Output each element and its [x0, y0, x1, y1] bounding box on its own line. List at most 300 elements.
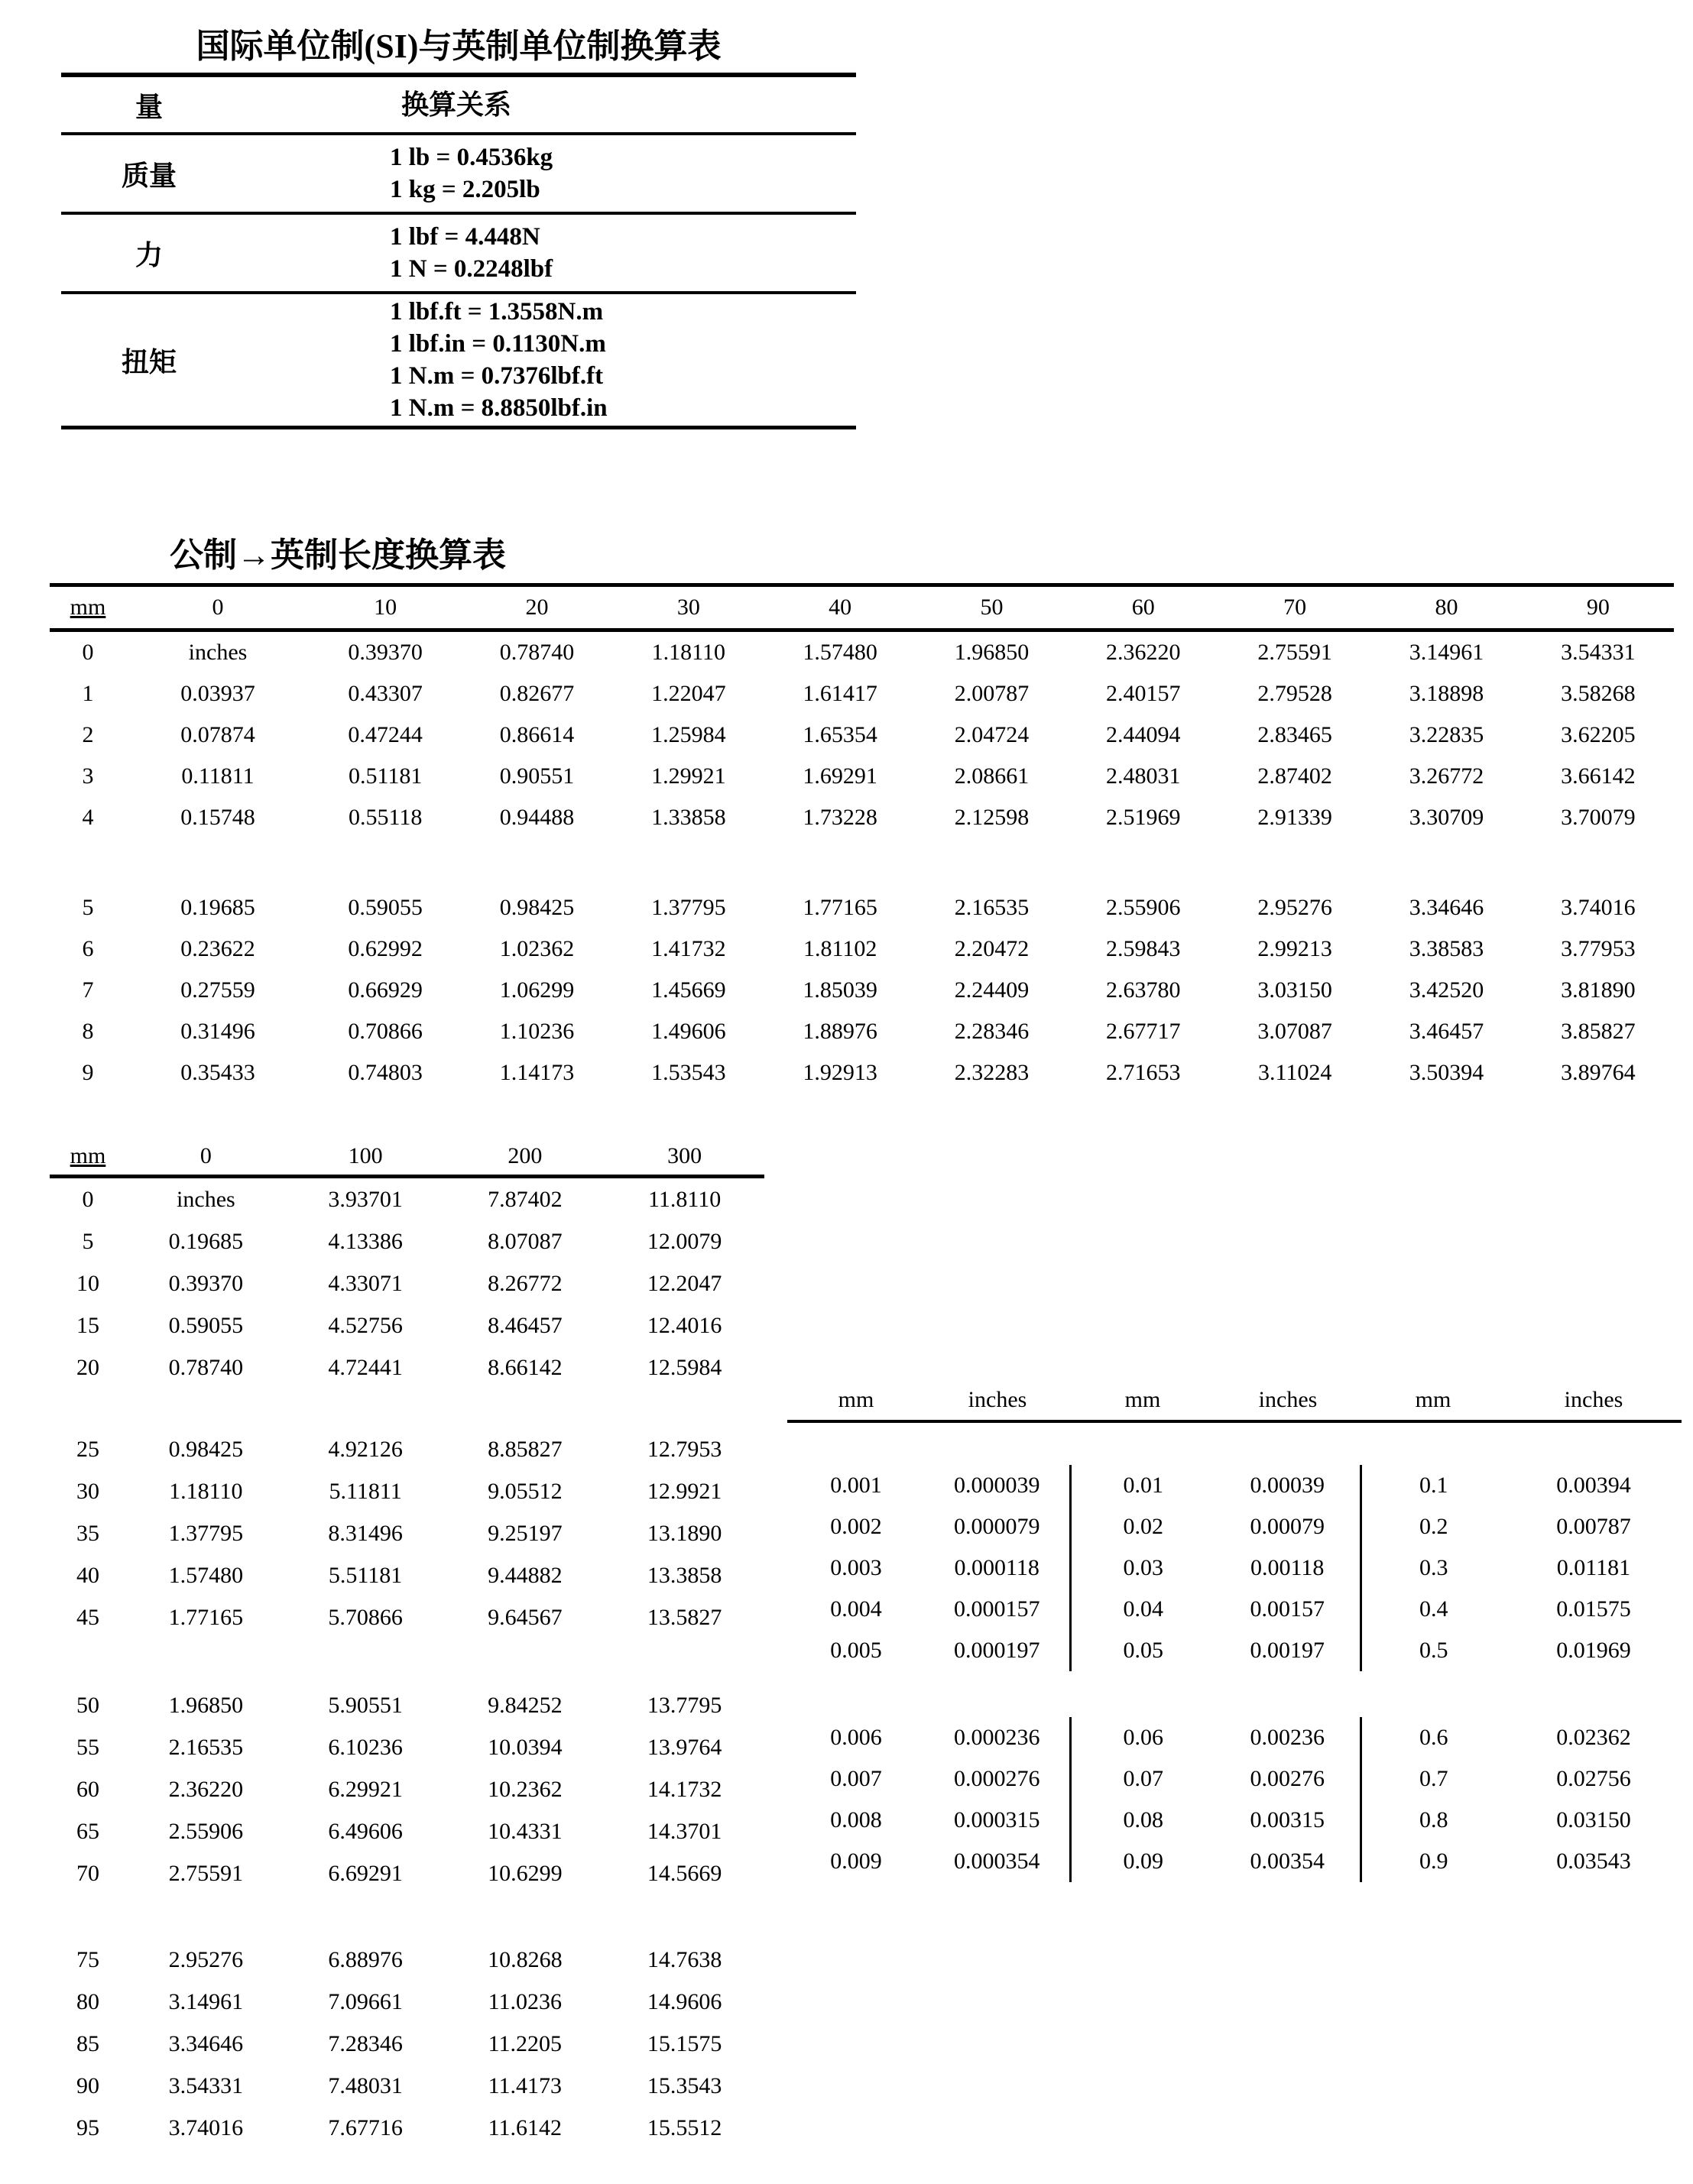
cell: 5 — [82, 1228, 94, 1254]
cell: 3.30709 — [1409, 805, 1484, 830]
cell: 0.39370 — [168, 1270, 244, 1296]
table-row — [50, 1346, 764, 1388]
cell: 3.77953 — [1561, 936, 1636, 961]
cell: 0.23622 — [180, 936, 255, 961]
cell: 2.55906 — [1106, 895, 1181, 920]
cell: 0 — [82, 640, 94, 665]
table-row — [50, 1428, 764, 1470]
cell: 11.8110 — [647, 1186, 722, 1212]
cell: 0.01 — [1123, 1473, 1163, 1498]
si-conversions-cell — [237, 294, 856, 426]
si-row-torque — [61, 294, 856, 426]
cell: 1.29921 — [651, 763, 726, 789]
cell: 6.29921 — [328, 1776, 403, 1802]
cell: 3.46457 — [1409, 1019, 1484, 1044]
cell: 0.1 — [1419, 1473, 1448, 1498]
si-row-force — [61, 215, 856, 294]
header-cell: 0 — [212, 595, 224, 620]
cell: 12.4016 — [647, 1312, 722, 1338]
cell: 4.13386 — [328, 1228, 403, 1254]
cell: 3.03150 — [1257, 977, 1332, 1003]
cell: 5.11811 — [329, 1478, 402, 1504]
cell: 1.81102 — [803, 936, 877, 961]
cell: 0.78740 — [168, 1354, 244, 1380]
header-cell: mm — [1415, 1387, 1451, 1412]
cell: 0.08 — [1123, 1807, 1163, 1832]
spacer-row — [50, 838, 1674, 887]
hundreds-conversion-table — [50, 1137, 764, 2149]
cell: 1.33858 — [651, 805, 726, 830]
cell: 9.25197 — [488, 1520, 563, 1546]
cell: 8 — [82, 1019, 94, 1044]
cell: 4.52756 — [328, 1312, 403, 1338]
cell: 2.00787 — [954, 681, 1030, 706]
cell: 0.05 — [1123, 1638, 1163, 1663]
cell: 0.009 — [830, 1849, 882, 1874]
cell: 0.000079 — [925, 1506, 1070, 1547]
cell: 0.5 — [1419, 1638, 1448, 1663]
cell: 0.00197 — [1215, 1630, 1361, 1671]
cell: 13.3858 — [647, 1562, 722, 1588]
cell: 12.5984 — [647, 1354, 722, 1380]
cell: 0.004 — [830, 1596, 882, 1622]
si-conversion-line: 1 lbf = 4.448N — [390, 223, 540, 251]
header-cell: 0 — [199, 1142, 212, 1168]
si-conversion-line: 1 lb = 0.4536kg — [390, 144, 553, 171]
table-row — [50, 1011, 1674, 1052]
table-row — [787, 1506, 1682, 1547]
table-row — [787, 1589, 1682, 1630]
cell: 0.02362 — [1556, 1725, 1631, 1750]
cell: 2.24409 — [954, 977, 1030, 1003]
spacer-row — [787, 1421, 1682, 1465]
si-conversion-line: 1 lbf.in = 0.1130N.m — [390, 330, 606, 358]
header-cell: inches — [1258, 1387, 1318, 1412]
cell: 0.02 — [1123, 1514, 1163, 1539]
cell: 4 — [82, 805, 94, 830]
cell: 0.2 — [1419, 1514, 1448, 1539]
cell: 1.96850 — [954, 640, 1030, 665]
cell: 1.37795 — [651, 895, 726, 920]
header-cell: 80 — [1435, 595, 1458, 620]
cell: 0.00157 — [1215, 1589, 1361, 1630]
spacer — [50, 1894, 764, 1939]
cell: 1.49606 — [651, 1019, 726, 1044]
table-row — [50, 714, 1674, 756]
cell: 0.59055 — [348, 895, 423, 920]
cell: 1 — [82, 681, 94, 706]
cell: 2.16535 — [168, 1734, 244, 1760]
cell: 2.71653 — [1106, 1060, 1181, 1085]
cell: 6.69291 — [328, 1860, 403, 1886]
header-cell: 20 — [525, 595, 549, 620]
cell: 0.007 — [830, 1766, 882, 1791]
cell: 60 — [76, 1776, 99, 1802]
cell: 0.11811 — [181, 763, 255, 789]
cell: 0.9 — [1419, 1849, 1448, 1874]
si-table-title: 国际单位制(SI)与英制单位制换算表 — [196, 28, 722, 65]
header-cell: 300 — [667, 1142, 702, 1168]
cell: 0.51181 — [348, 763, 423, 789]
length-table-title: 公制→英制长度换算表 — [170, 536, 506, 574]
cell: 0.008 — [830, 1807, 882, 1832]
cell: 9.05512 — [488, 1478, 563, 1504]
table-row — [50, 928, 1674, 970]
cell: 12.0079 — [647, 1228, 722, 1254]
cell: 3.50394 — [1409, 1060, 1484, 1085]
spacer-row — [50, 1894, 764, 1939]
cell: 0.94488 — [499, 805, 575, 830]
table-row — [50, 1726, 764, 1768]
cell: 2.99213 — [1257, 936, 1332, 961]
si-conversions-cell — [237, 215, 856, 291]
cell: 0.3 — [1419, 1555, 1448, 1580]
cell: 13.9764 — [647, 1734, 722, 1760]
cell: 15 — [76, 1312, 99, 1338]
table-row — [50, 1554, 764, 1596]
cell: 0.55118 — [348, 805, 423, 830]
cell: 0.43307 — [348, 681, 423, 706]
spacer — [50, 1638, 764, 1684]
header-cell: 70 — [1283, 595, 1307, 620]
cell: 2.28346 — [954, 1019, 1030, 1044]
cell: 1.77165 — [803, 895, 877, 920]
cell: 0.01575 — [1556, 1596, 1631, 1622]
cell: 2.75591 — [168, 1860, 244, 1886]
cell: 0.02756 — [1556, 1766, 1631, 1791]
cell: 6.49606 — [328, 1818, 403, 1844]
cell: 3.54331 — [1561, 640, 1636, 665]
cell: 65 — [76, 1818, 99, 1844]
cell: 2.95276 — [1257, 895, 1332, 920]
cell: 0.03 — [1123, 1555, 1163, 1580]
cell: 13.7795 — [647, 1692, 722, 1718]
cell: 10 — [76, 1270, 99, 1296]
cell: 2.16535 — [954, 895, 1030, 920]
table-row — [50, 1981, 764, 2023]
cell: 11.0236 — [488, 1988, 563, 2014]
cell: 1.73228 — [803, 805, 877, 830]
header-cell: mm — [838, 1387, 874, 1412]
cell: 0.35433 — [180, 1060, 255, 1085]
header-cell: 60 — [1131, 595, 1155, 620]
cell: 70 — [76, 1860, 99, 1886]
cell: 45 — [76, 1604, 99, 1630]
header-cell: 100 — [348, 1142, 383, 1168]
cell: 0.000157 — [925, 1589, 1070, 1630]
cell: 2.20472 — [954, 936, 1030, 961]
cell: 1.37795 — [168, 1520, 244, 1546]
cell: 0.78740 — [499, 640, 575, 665]
table-row — [50, 1810, 764, 1852]
cell: 0.00354 — [1215, 1841, 1361, 1882]
cell: 0.03150 — [1556, 1807, 1631, 1832]
cell: 5 — [82, 895, 94, 920]
table-row — [787, 1717, 1682, 1758]
cell: 0.09 — [1123, 1849, 1163, 1874]
cell: 85 — [76, 2030, 99, 2056]
cell: 12.9921 — [647, 1478, 722, 1504]
si-row-mass — [61, 135, 856, 215]
cell: 3.85827 — [1561, 1019, 1636, 1044]
header-cell: 90 — [1586, 595, 1610, 620]
table-row — [50, 887, 1674, 928]
table-row — [50, 1768, 764, 1810]
cell: 0.006 — [830, 1725, 882, 1750]
cell: 30 — [76, 1478, 99, 1504]
cell: 14.5669 — [647, 1860, 722, 1886]
cell: 0.7 — [1419, 1766, 1448, 1791]
cell: 8.46457 — [488, 1312, 563, 1338]
cell: 8.85827 — [488, 1436, 563, 1462]
table-row — [787, 1841, 1682, 1882]
cell: 0.98425 — [168, 1436, 244, 1462]
cell: 3.22835 — [1409, 722, 1484, 747]
cell: 0.62992 — [348, 936, 423, 961]
cell: 9.84252 — [488, 1692, 563, 1718]
cell: 12.7953 — [647, 1436, 722, 1462]
cell: 1.02362 — [499, 936, 575, 961]
cell: 1.69291 — [803, 763, 877, 789]
cell: 0.66929 — [348, 977, 423, 1003]
length-conversion-table — [50, 583, 1674, 1094]
header-cell: mm — [70, 595, 106, 620]
spacer — [787, 1671, 1682, 1717]
cell: 35 — [76, 1520, 99, 1546]
cell: 0.00079 — [1215, 1506, 1361, 1547]
cell: 15.1575 — [647, 2030, 722, 2056]
cell: 0.07874 — [180, 722, 255, 747]
table-row — [50, 2107, 764, 2149]
cell: 7.48031 — [328, 2072, 403, 2098]
table-row — [787, 1630, 1682, 1671]
cell: 1.77165 — [168, 1604, 244, 1630]
header-cell: 30 — [676, 595, 700, 620]
cell: 2.12598 — [954, 805, 1030, 830]
cell: 3.62205 — [1561, 722, 1636, 747]
si-conversion-table — [61, 73, 856, 429]
cell: 0.00315 — [1215, 1800, 1361, 1841]
cell: 3 — [82, 763, 94, 789]
cell: 2 — [82, 722, 94, 747]
cell: 0.86614 — [499, 722, 575, 747]
cell: 0.15748 — [180, 805, 255, 830]
header-cell: 50 — [980, 595, 1004, 620]
si-conversion-line: 1 N.m = 8.8850lbf.in — [390, 394, 608, 422]
cell: 7.87402 — [488, 1186, 563, 1212]
cell: 5.51181 — [328, 1562, 403, 1588]
cell: 3.74016 — [168, 2114, 244, 2140]
cell: 1.41732 — [651, 936, 726, 961]
cell: 2.63780 — [1106, 977, 1181, 1003]
cell: 1.85039 — [803, 977, 877, 1003]
cell: inches — [188, 640, 248, 665]
cell: 95 — [76, 2114, 99, 2140]
cell: 55 — [76, 1734, 99, 1760]
cell: inches — [177, 1186, 235, 1212]
cell: 10.0394 — [488, 1734, 563, 1760]
cell: 75 — [76, 1946, 99, 1972]
cell: 7.09661 — [328, 1988, 403, 2014]
cell: 1.57480 — [168, 1562, 244, 1588]
cell: 2.51969 — [1106, 805, 1181, 830]
cell: 3.26772 — [1409, 763, 1484, 789]
cell: 10.8268 — [488, 1946, 563, 1972]
cell: 7.67716 — [328, 2114, 403, 2140]
cell: 1.45669 — [651, 977, 726, 1003]
cell: 0.8 — [1419, 1807, 1448, 1832]
cell: 1.14173 — [499, 1060, 575, 1085]
table-row — [50, 1684, 764, 1726]
cell: 0.00118 — [1215, 1547, 1361, 1589]
cell: 15.5512 — [647, 2114, 722, 2140]
cell: 40 — [76, 1562, 99, 1588]
cell: 2.59843 — [1106, 936, 1181, 961]
cell: 0.04 — [1123, 1596, 1163, 1622]
cell: 0 — [82, 1186, 94, 1212]
cell: 0.003 — [830, 1555, 882, 1580]
cell: 11.2205 — [488, 2030, 563, 2056]
cell: 2.08661 — [954, 763, 1030, 789]
cell: 3.74016 — [1561, 895, 1636, 920]
cell: 3.34646 — [1409, 895, 1484, 920]
cell: 3.38583 — [1409, 936, 1484, 961]
cell: 3.14961 — [168, 1988, 244, 2014]
cell: 0.002 — [830, 1514, 882, 1539]
cell: 0.001 — [830, 1473, 882, 1498]
cell: 2.36220 — [1106, 640, 1181, 665]
cell: 3.14961 — [1409, 640, 1484, 665]
cell: 6.10236 — [328, 1734, 403, 1760]
si-header-row — [61, 77, 856, 135]
cell: 0.59055 — [168, 1312, 244, 1338]
cell: 3.54331 — [168, 2072, 244, 2098]
cell: 3.11024 — [1257, 1060, 1332, 1085]
cell: 0.06 — [1123, 1725, 1163, 1750]
cell: 8.07087 — [488, 1228, 563, 1254]
cell: 13.5827 — [647, 1604, 722, 1630]
cell: 1.92913 — [803, 1060, 877, 1085]
si-conversion-line: 1 kg = 2.205lb — [390, 176, 540, 203]
cell: 0.00394 — [1556, 1473, 1631, 1498]
table-row — [50, 1470, 764, 1512]
cell: 2.95276 — [168, 1946, 244, 1972]
header-cell: 200 — [508, 1142, 543, 1168]
cell: 4.72441 — [328, 1354, 403, 1380]
cell: 0.00787 — [1556, 1514, 1631, 1539]
cell: 2.44094 — [1106, 722, 1181, 747]
spacer — [787, 1421, 1682, 1465]
cell: 0.000039 — [925, 1465, 1070, 1506]
si-header-quantity: 量 — [135, 91, 163, 122]
cell: 9.64567 — [488, 1604, 563, 1630]
cell: 12.2047 — [647, 1270, 722, 1296]
cell: 2.83465 — [1257, 722, 1332, 747]
cell: 50 — [76, 1692, 99, 1718]
cell: 15.3543 — [647, 2072, 722, 2098]
cell: 3.70079 — [1561, 805, 1636, 830]
cell: 9.44882 — [488, 1562, 563, 1588]
table-row — [50, 673, 1674, 714]
cell: 0.00276 — [1215, 1758, 1361, 1800]
cell: 10.4331 — [488, 1818, 563, 1844]
cell: 0.98425 — [499, 895, 575, 920]
cell: 14.7638 — [647, 1946, 722, 1972]
cell: 2.48031 — [1106, 763, 1181, 789]
si-conversion-line: 1 N.m = 0.7376lbf.ft — [390, 362, 604, 390]
cell: 1.96850 — [168, 1692, 244, 1718]
table-row — [50, 756, 1674, 797]
cell: 90 — [76, 2072, 99, 2098]
cell: 0.27559 — [180, 977, 255, 1003]
si-conversions-cell — [237, 135, 856, 212]
cell: 2.87402 — [1257, 763, 1332, 789]
table-row — [50, 1939, 764, 1981]
cell: 2.36220 — [168, 1776, 244, 1802]
cell: 1.88976 — [803, 1019, 877, 1044]
cell: 14.3701 — [647, 1818, 722, 1844]
table-row — [50, 1512, 764, 1554]
table-row — [787, 1758, 1682, 1800]
header-cell: inches — [1564, 1387, 1623, 1412]
decimals-table-header-row — [787, 1380, 1682, 1421]
cell: 0.03543 — [1556, 1849, 1631, 1874]
table-row — [50, 1052, 1674, 1094]
cell: 6.88976 — [328, 1946, 403, 1972]
cell: 0.4 — [1419, 1596, 1448, 1622]
cell: 80 — [76, 1988, 99, 2014]
table-row — [50, 1596, 764, 1638]
cell: 14.1732 — [647, 1776, 722, 1802]
spacer — [50, 1388, 764, 1428]
cell: 3.58268 — [1561, 681, 1636, 706]
cell: 2.40157 — [1106, 681, 1181, 706]
cell: 1.22047 — [651, 681, 726, 706]
spacer-row — [50, 1388, 764, 1428]
cell: 11.4173 — [488, 2072, 563, 2098]
table-row — [50, 1304, 764, 1346]
cell: 0.07 — [1123, 1766, 1163, 1791]
spacer-row — [50, 1638, 764, 1684]
cell: 0.000276 — [925, 1758, 1070, 1800]
cell: 0.01969 — [1556, 1638, 1631, 1663]
cell: 0.00039 — [1215, 1465, 1361, 1506]
table-row — [787, 1800, 1682, 1841]
cell: 0.70866 — [348, 1019, 423, 1044]
cell: 2.04724 — [954, 722, 1030, 747]
table-row — [50, 2023, 764, 2065]
si-conversion-line: 1 lbf.ft = 1.3558N.m — [390, 298, 604, 326]
cell: 0.01181 — [1556, 1555, 1631, 1580]
decimals-conversion-table — [787, 1380, 1682, 1882]
cell: 10.6299 — [488, 1860, 563, 1886]
cell: 5.70866 — [328, 1604, 403, 1630]
cell: 8.26772 — [488, 1270, 563, 1296]
header-cell: 40 — [829, 595, 852, 620]
cell: 0.6 — [1419, 1725, 1448, 1750]
cell: 1.18110 — [169, 1478, 243, 1504]
cell: 0.90551 — [499, 763, 575, 789]
cell: 0.005 — [830, 1638, 882, 1663]
cell: 0.000315 — [925, 1800, 1070, 1841]
cell: 0.000354 — [925, 1841, 1070, 1882]
cell: 4.33071 — [328, 1270, 403, 1296]
cell: 0.03937 — [180, 681, 255, 706]
cell: 2.67717 — [1106, 1019, 1181, 1044]
si-quantity-label: 扭矩 — [121, 346, 177, 378]
cell: 3.07087 — [1257, 1019, 1332, 1044]
cell: 0.74803 — [348, 1060, 423, 1085]
